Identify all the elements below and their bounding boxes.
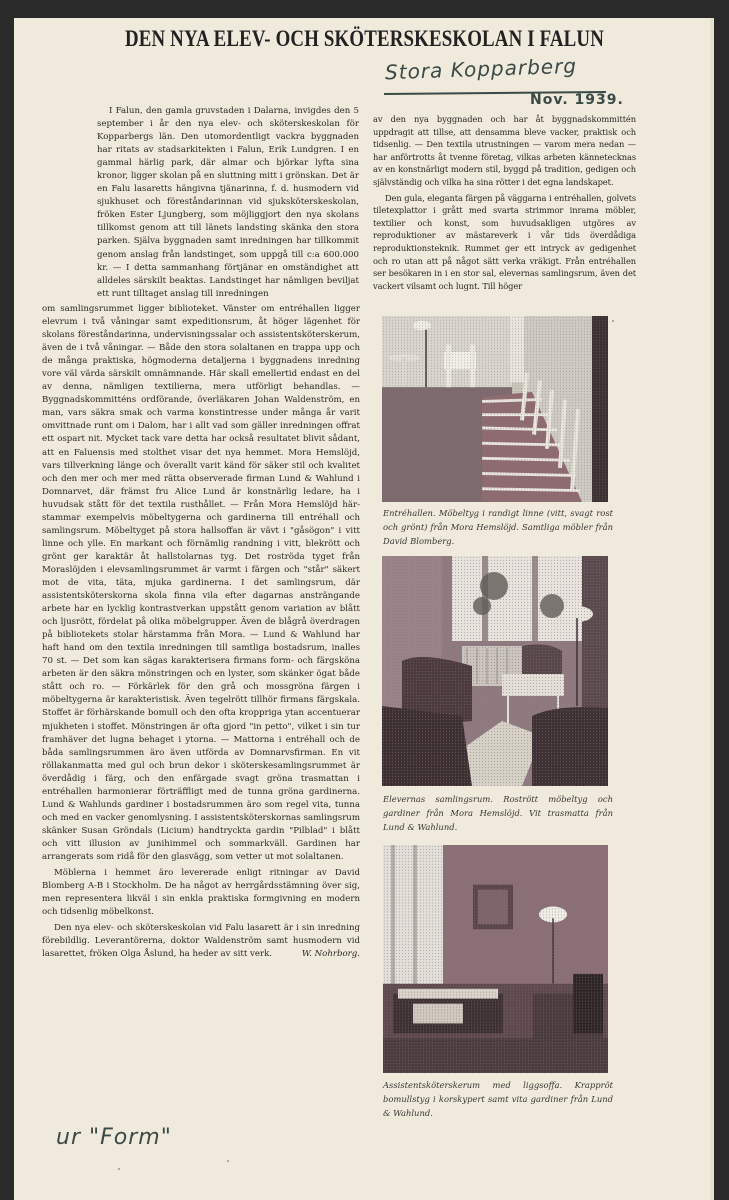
paragraph: om samlingsrummet ligger biblioteket. Vänster om entréhallen ligger elevrum i två våningar samt expeditionsrum, åt höger lägenhet för skolans föreståndarinna, undervisningssalar och assistentsköterskerum, även de i två våningar. — Både den stora solaltanen en trappa upp och de många praktiska, högmoderna detaljerna i byggnadens inredning vore väl värda särskilt omnämnande. Här skall emellertid endast en del av denna, nämligen textilierna, mera utförligt behandlas. — Byggnadskommitténs ordförande, överläkaren Johan Waldenström, en man, vars säkra smak och varma konstintresse under många år varit omvittnade runt om i Dalom, har i allt vad som gäller inredningen offrat ett ospart nit. Mycket tack vare detta har också resultatet blivit sådant, att en Faluensis med stolthet visar det nya hemmet. Mora Hemslöjd, vars tillverkning länge och överallt varit känd för säker stil och kvalitet och den mer och mer med rätta observerade firman Lund & Wahlund i Domnarvet, där främst fru Alice Lund är konstnärlig ledare, ha i huvudsak stått för det textila rusthållet. — Från Mora Hemslöjd härstammar exempelvis möbeltygerna och gardinerna till entréhall och samlingsrum. Möbeltyget på stora hallsoffan är vävt i "gåsögon" i vitt linne och ylle. En markant och förnämlig randning i vitt, blekrött och grönt ger karaktär åt hallstolarnas tyg. Det roströda tyget från Moraslöjden i elevsamlingsrummet är varmt i färgen och "står" säkert mot de vita, täta, mjuka gardinerna. I det samlingsrum, där assistentsköterskorna skola finna vila efter dagarnas ansträngande arbete har en lycklig kontrastverkan uppstått genom variation av blått och ljusrött, fördelat på olika möbelgrupper. Även de blågrå överdragen på bibliotekets stolar härstamma från Mora. — Lund & Wahlund har haft hand om den textila inredningen till samtliga bostadsrum, inalles 70 st. — Det som kan sägas karakterisera firmans form- och färgsköna arbeten är den säkra mönstringen och en lyster, som skänker ögat både stått och ro. — Förkärlek för den grå och mossgröna färgen i möbeltygerna är karakteristisk. Även tegelrött tillhör firmans färgskala. Stoffet är förhärskande bomull och den ofta kroppriga ytan accentuerar mjukheten i stoffet. Mönstringen är ofta gjord "in petto", vilket i sin tur framhäver det lugna behaget i ytorna. — Mattorna i entréhall och de båda samlingsrummen äro även utförda av Domnarvsfirman. En vit röllakanmatta med gul och brun dekor i sköterskesamlingsrummet är överdådig i färg, och den enfärgade svagt gröna trasmattan i entréhallen harmonierar förträffligt med de tunna gröna gardinerna. Lund & Wahlunds gardiner i bostadsrummen äro som regel vita, tunna och med en vacker genomlysning. I assistentsköterskornas samlingsrum skänker Susan Gröndals (Licium) handtryckta gardin "Pilblad" i blått och vitt illusion av junihimmel och sommarkväll. Gardinen har arrangerats som ridå för den glasvägg, som vetter ut mot solaltanen. (42, 304, 360, 862)
paragraph: Möblerna i hemmet äro levererade enligt ritningar av David Blomberg A-B i Stockholm. De ha något av herrgårdsstämning över sig, men representera likväl i sin enkla praktiska formgivning en modern och tidsenlig möbelkonst. (42, 868, 360, 918)
article-column-top-left (97, 105, 359, 301)
photo-student-common-room (382, 556, 608, 786)
photo-assistant-nurses-room (383, 845, 608, 1073)
paragraph: av den nya byggnaden och har åt byggnadskommittén uppdragit att tillse, att densamma bleve vacker, praktisk och tidsenlig. — Den textila utrustningen — varom mera nedan — har anförtrotts åt tvenne företag, vilkas arbeten kännetecknas av en konstnärligt modern stil, byggd på tradition, gedigen och självständig och vilka ha sina rötter i det egna landskapet. (373, 114, 636, 187)
author-signature: W. Nohrborg. (301, 949, 360, 960)
article-column-main (42, 303, 360, 961)
paper-speck (612, 320, 614, 322)
paragraph: Den gula, eleganta färgen på väggarna i entréhallen, golvets tiletexplattor i grått med svarta strimmor inrama möbler, textilier och konst, som huvudsakligen utgöres av reproduktioner av mästareverk i vår tids överdådiga reproduktionsteknik. Rummet ger ett intryck av gedigenhet och ro utan att på något sätt verka vräkigt. Från entréhallen ser besökaren in i en stor sal, elevernas samlingsrum, även det vackert vilsamt och lugnt. Till höger (373, 192, 636, 291)
handwritten-region-note: Stora Kopparberg (384, 53, 578, 85)
photo-caption: Entréhallen. Möbeltyg i randigt linne (vitt, svagt rost och grönt) från Mora Hemslöjd. Samtliga möbler från David Blomberg. (383, 508, 613, 546)
paragraph (42, 922, 360, 961)
handwritten-date-note: Nov. 1939. (530, 92, 624, 108)
photo-caption: Assistentsköterskerum med liggsoffa. Krappröt bomullstyg i korskypert samt vita gardiner från Lund & Wahlund. (383, 1080, 613, 1118)
handwritten-source-note: ur "Form" (56, 1125, 172, 1150)
photo-entrance-hall (382, 316, 608, 502)
article-title: DEN NYA ELEV- OCH SKÖTERSKESKOLAN I FALUN (124, 26, 605, 51)
article-column-top-right (373, 113, 636, 292)
paragraph: I Falun, den gamla gruvstaden i Dalarna, invigdes den 5 september i år den nya elev- och sköterskeskolan för Kopparbergs län. Den utomordentligt vackra byggnaden har ritats av stadsarkitekten i Falun, Erik Lundgren. I en gammal härlig park, där almar och björkar lyfta sina kronor, ligger skolan på en sluttning mitt i grönskan. Det är en Falu lasaretts hängivna tjänarinna, f. d. husmodern vid sjukhuset och föreståndarinnan vid sjuksköterskeskolan, fröken Ester Ljungberg, som möjliggjort den nya skolans tillkomst genom att till länets landsting skänka den stora parken. Själva byggnaden samt inredningen har tillkommit genom anslag från landstinget, som uppgå till c:a 600.000 kr. — I detta sammanhang förtjänar en omständighet att alldeles särskilt beaktas. Landstinget har nämligen beviljat ett runt tilltaget anslag till inredningen (97, 106, 359, 299)
photo-caption: Elevernas samlingsrum. Rostrött möbeltyg och gardiner från Mora Hemslöjd. Vit trasmatta från Lund & Wahlund. (383, 794, 613, 832)
paragraph-text: Den nya elev- och sköterskeskolan vid Falu lasarett är i sin inredning förebildlig. Leverantörerna, doktor Waldenström samt husmodern vid lasarettet, fröken Olga Åslund, ha heder av sitt verk. (42, 923, 360, 960)
paper-speck (118, 1168, 120, 1170)
paper-speck (227, 1160, 229, 1162)
